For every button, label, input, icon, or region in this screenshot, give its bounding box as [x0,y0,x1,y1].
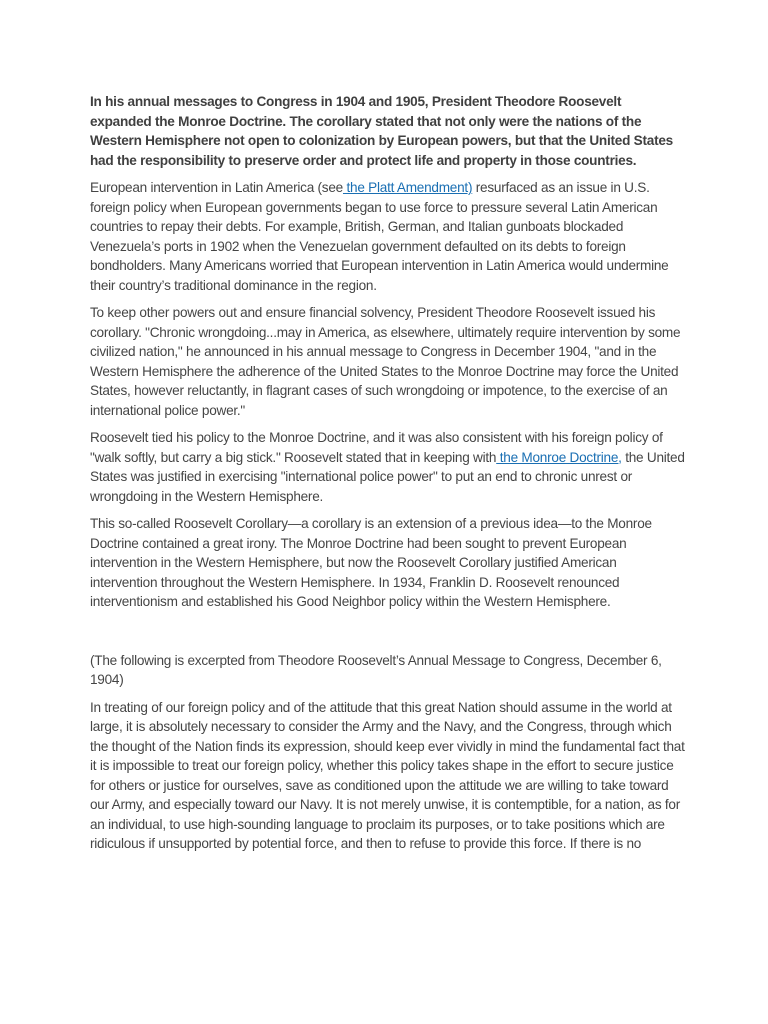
paragraph-text: European intervention in Latin America (see [90,180,343,195]
intro-paragraph: In his annual messages to Congress in 1904 and 1905, President Theodore Roosevelt expanded the Monroe Doctrine. The corollary stated that not only were the nations of the Western Hemisphere not open to colonization by European powers, but that the United States had the responsibility to preserve order and protect life and property in those countries. [90,94,673,168]
document-page [90,92,686,862]
paragraph-text: resurfaced as an issue in U.S. foreign policy when European governments began to use force to pressure several Latin American countries to repay their debts. For example, British, German, and Italian gunboats blockaded Venezuela’s ports in 1902 when the Venezuelan government defaulted on its debts to foreign bondholders. Many Americans worried that European intervention in Latin America would undermine their country’s traditional dominance in the region. [90,180,669,293]
paragraph-european-intervention [90,178,686,295]
paragraph-excerpt: In treating of our foreign policy and of the attitude that this great Nation should assume in the world at large, it is absolutely necessary to consider the Army and the Navy, and the Congress, through which the thought of the Nation finds its expression, should keep ever vividly in mind the fundamental fact that it is impossible to treat our foreign policy, whether this policy takes shape in the effort to secure justice for others or justice for ourselves, save as conditioned upon the attitude we are willing to take toward our Army, and especially toward our Navy. It is not merely unwise, it is contemptible, for a nation, as for an individual, to use high-sounding language to proclaim its purposes, or to take positions which are ridiculous if unsupported by potential force, and then to refuse to provide this force. If there is no [90,699,685,851]
paragraph-irony: This so-called Roosevelt Corollary—a corollary is an extension of a previous idea—to the Monroe Doctrine contained a great irony. The Monroe Doctrine had been sought to prevent European intervention in the Western Hemisphere, but now the Roosevelt Corollary justified American intervention throughout the Western Hemisphere. In 1934, Franklin D. Roosevelt renounced interventionism and established his Good Neighbor policy within the Western Hemisphere. [90,516,652,609]
platt-amendment-link[interactable]: the Platt Amendment) [342,180,473,195]
paragraph-text: the United States was justified in exercising "international police power" to put an end to chronic unrest or wrongdoing in the Western Hemisphere. [90,449,685,504]
section-spacer [90,620,686,651]
monroe-doctrine-link[interactable]: the Monroe Doctrine, [496,449,622,465]
paragraph-big-stick [90,428,686,506]
excerpt-note: (The following is excerpted from Theodore Roosevelt’s Annual Message to Congress, December 6, 1904) [90,652,662,687]
paragraph-text: Roosevelt tied his policy to the Monroe Doctrine, and it was also consistent with his foreign policy of "walk softly, but carry a big stick." Roosevelt stated that in keeping with [90,430,663,465]
paragraph-corollary: To keep other powers out and ensure financial solvency, President Theodore Roosevelt issued his corollary. "Chronic wrongdoing...may in America, as elsewhere, ultimately require intervention by some civilized nation," he announced in his annual message to Congress in December 1904, "and in the Western Hemisphere the adherence of the United States to the Monroe Doctrine may force the United States, however reluctantly, in flagrant cases of such wrongdoing or impotence, to the exercise of an international police power." [90,305,681,418]
